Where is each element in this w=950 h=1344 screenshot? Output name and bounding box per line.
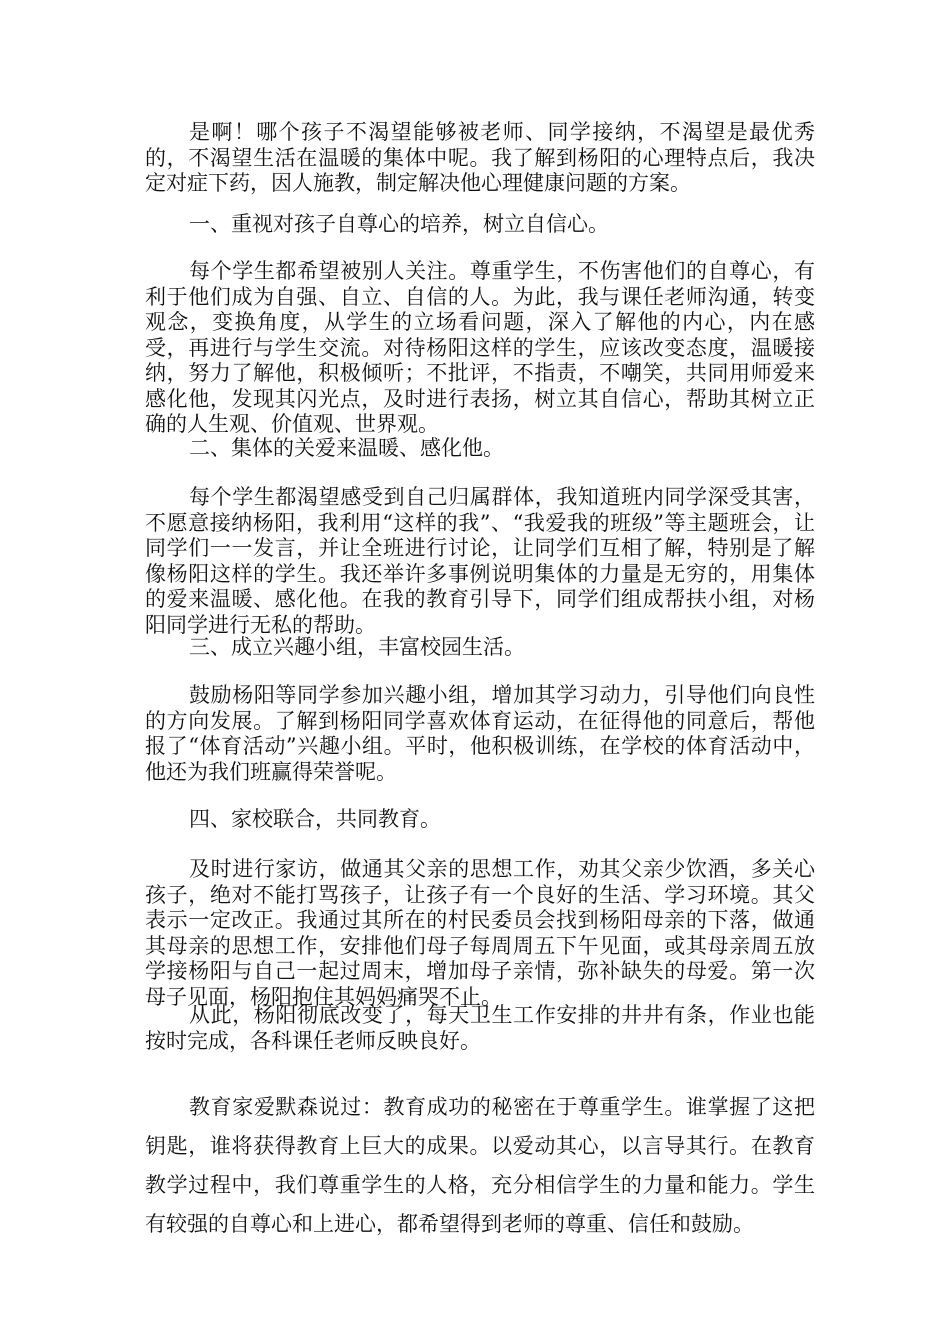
heading-section-4: 四、家校联合，共同教育。 [189, 807, 441, 831]
paragraph-section-4: 及时进行家访，做通其父亲的思想工作，劝其父亲少饮酒，多关心孩子，绝对不能打骂孩子，让孩子有一个良好的生活、学习环境。其父表示一定改正。我通过其所在的村民委员会找到杨阳母亲的下落，做通其母亲的思想工作，安排他们母子每周周五下午见面，或其母亲周五放学接杨阳与自己一起过周末，增加母子亲情，弥补缺失的母爱。第一次母子见面，杨阳抱住其妈妈痛哭不止。 [145, 857, 815, 1009]
heading-section-2: 二、集体的关爱来温暖、感化他。 [189, 436, 504, 460]
paragraph-conclusion: 教育家爱默森说过：教育成功的秘密在于尊重学生。谁掌握了这把钥匙，谁将获得教育上巨大的成果。以爱动其心，以言导其行。在教育教学过程中，我们尊重学生的人格，充分相信学生的力量和能力。学生有较强的自尊心和上进心，都希望得到老师的尊重、信任和鼓励。 [145, 1095, 815, 1236]
paragraph-section-2: 每个学生都渴望感受到自己归属群体，我知道班内同学深受其害，不愿意接纳杨阳，我利用“这样的我”、“我爱我的班级”等主题班会，让同学们一一发言，并让全班进行讨论，让同学们互相了解，特别是了解像杨阳这样的学生。我还举许多事例说明集体的力量是无穷的，用集体的爱来温暖、感化他。在我的教育引导下，同学们组成帮扶小组，对杨阳同学进行无私的帮助。 [145, 485, 815, 637]
paragraph-intro: 是啊！哪个孩子不渴望能够被老师、同学接纳，不渴望是最优秀的，不渴望生活在温暖的集体中呢。我了解到杨阳的心理特点后，我决定对症下药，因人施教，制定解决他心理健康问题的方案。 [145, 120, 815, 195]
paragraph-section-1: 每个学生都希望被别人关注。尊重学生，不伤害他们的自尊心，有利于他们成为自强、自立、自信的人。为此，我与课任老师沟通，转变观念，变换角度，从学生的立场看问题，深入了解他的内心，内在感受，再进行与学生交流。对待杨阳这样的学生，应该改变态度，温暖接纳，努力了解他，积极倾听；不批评，不指责，不嘲笑，共同用师爱来感化他，发现其闪光点，及时进行表扬，树立其自信心，帮助其树立正确的人生观、价值观、世界观。 [145, 259, 815, 436]
paragraph-result: 从此，杨阳彻底改变了，每天卫生工作安排的井井有条，作业也能按时完成，各科课任老师反映良好。 [145, 1003, 815, 1053]
heading-section-1: 一、重视对孩子自尊心的培养，树立自信心。 [189, 212, 609, 236]
paragraph-section-3: 鼓励杨阳等同学参加兴趣小组，增加其学习动力，引导他们向良性的方向发展。了解到杨阳同学喜欢体育运动，在征得他的同意后，帮他报了“体育活动”兴趣小组。平时，他积极训练，在学校的体育活动中，他还为我们班赢得荣誉呢。 [145, 683, 815, 784]
heading-section-3: 三、成立兴趣小组，丰富校园生活。 [189, 635, 525, 659]
